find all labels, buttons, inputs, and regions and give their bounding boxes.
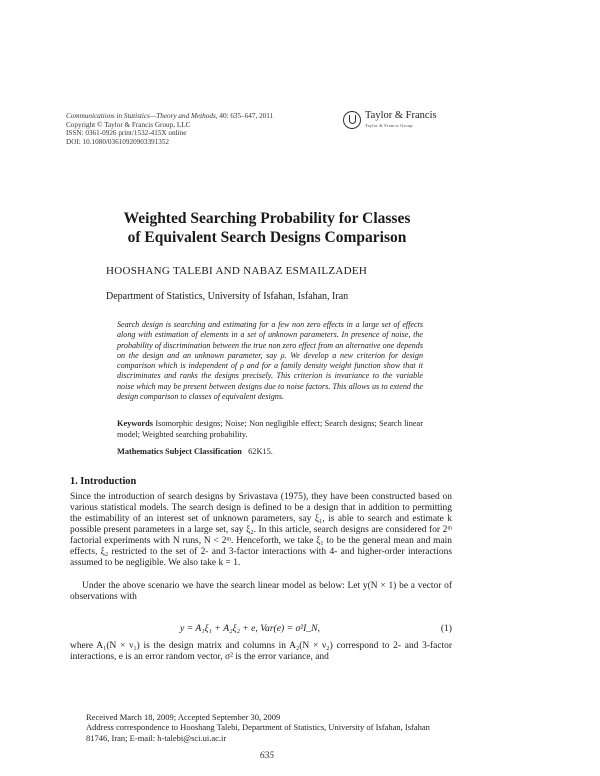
page-number: 635 xyxy=(259,751,275,761)
correspondence-line: Address correspondence to Hooshang Talebi, Department of Statistics, University of Isfahan, Isfahan 81746, Iran; E-mail: h-talebi@sci.ui.ac.ir xyxy=(86,722,430,743)
affiliation: Department of Statistics, University of Isfahan, Isfahan, Iran xyxy=(106,291,349,302)
msc-label: Mathematics Subject Classification xyxy=(117,447,242,456)
journal-name: Communications in Statistics—Theory and Methods, xyxy=(66,112,218,120)
publisher-logo xyxy=(343,109,463,135)
paragraph-1: Since the introduction of search designs by Srivastava (1975), they have been constructed based on various statistical models. The search design is defined to be a design that in addition to permitting the estimability of an interest set of unknown parameters, say ξ₁, is able to search and estimate k possible present parameters in a large set, say ξ₂. In this article, search designs are considered for 2ᵐ factorial experiments with N runs, N < 2ᵐ. Henceforth, we take ξ₁ to be the general mean and main effects, ξ₂ restricted to the set of 2- and 3-factor interactions with 4- and higher-order interactions assumed to be negligible. We also take k = 1. xyxy=(70,492,452,569)
received-line: Received March 18, 2009; Accepted September 30, 2009 xyxy=(86,712,281,722)
publisher-mark-icon xyxy=(343,111,361,129)
copyright-line: Copyright © Taylor & Francis Group, LLC xyxy=(66,120,191,129)
paper-title xyxy=(17,210,517,247)
paragraph-2: Under the above scenario we have the search linear model as below: Let y(N × 1) be a vector of observations with xyxy=(70,581,452,603)
title-line-2: of Equivalent Search Designs Comparison xyxy=(127,228,407,246)
authors: HOOSHANG TALEBI AND NABAZ ESMAILZADEH xyxy=(106,265,368,277)
publisher-name: Taylor & Francis xyxy=(365,110,437,121)
publisher-tagline: Taylor & Francis Group xyxy=(365,123,413,128)
abstract: Search design is searching and estimating for a few non zero effects in a large set of effects along with estimation of elements in a set of unknown parameters. In presence of noise, the probability of discrimination between the true non zero effect from an alternative one depends on the design and an unknown parameter, say ρ. We develop a new criterion for design comparison which is independent of ρ and for a family density weight function show that it discriminates and ranks the designs precisely. This criterion is invariance to the variable noise which may be present between designs due to noise factors. This allows us to extend the design comparison to classes of equivalent designs. xyxy=(117,320,423,402)
msc-code: 62K15. xyxy=(248,447,273,456)
msc-classification xyxy=(117,447,273,456)
doi-line: DOI: 10.1080/03610920903391352 xyxy=(66,137,170,146)
keywords xyxy=(117,419,423,440)
journal-header xyxy=(66,112,273,146)
issn-line: ISSN: 0361-0926 print/1532-415X online xyxy=(66,129,187,138)
section-heading: 1. Introduction xyxy=(70,476,137,487)
keywords-text: Isomorphic designs; Noise; Non negligible effect; Search designs; Search linear model; Weighted searching probability. xyxy=(117,419,424,439)
equation-1 xyxy=(180,623,452,634)
title-line-1: Weighted Searching Probability for Classes xyxy=(123,210,411,227)
equation-number: (1) xyxy=(440,623,452,634)
footnote xyxy=(86,712,452,743)
paragraph-3: where A₁(N × ν₁) is the design matrix and columns in A₂(N × ν₂) correspond to 2- and 3-factor interactions, e is an error random vector, σ² is the error variance, and xyxy=(70,641,452,663)
keywords-label: Keywords xyxy=(117,419,153,428)
equation-body: y = A₁ξ₁ + A₂ξ₂ + e, Var(e) = σ²I_N, xyxy=(180,623,320,634)
journal-citation: 40: 635–647, 2011 xyxy=(217,112,274,120)
